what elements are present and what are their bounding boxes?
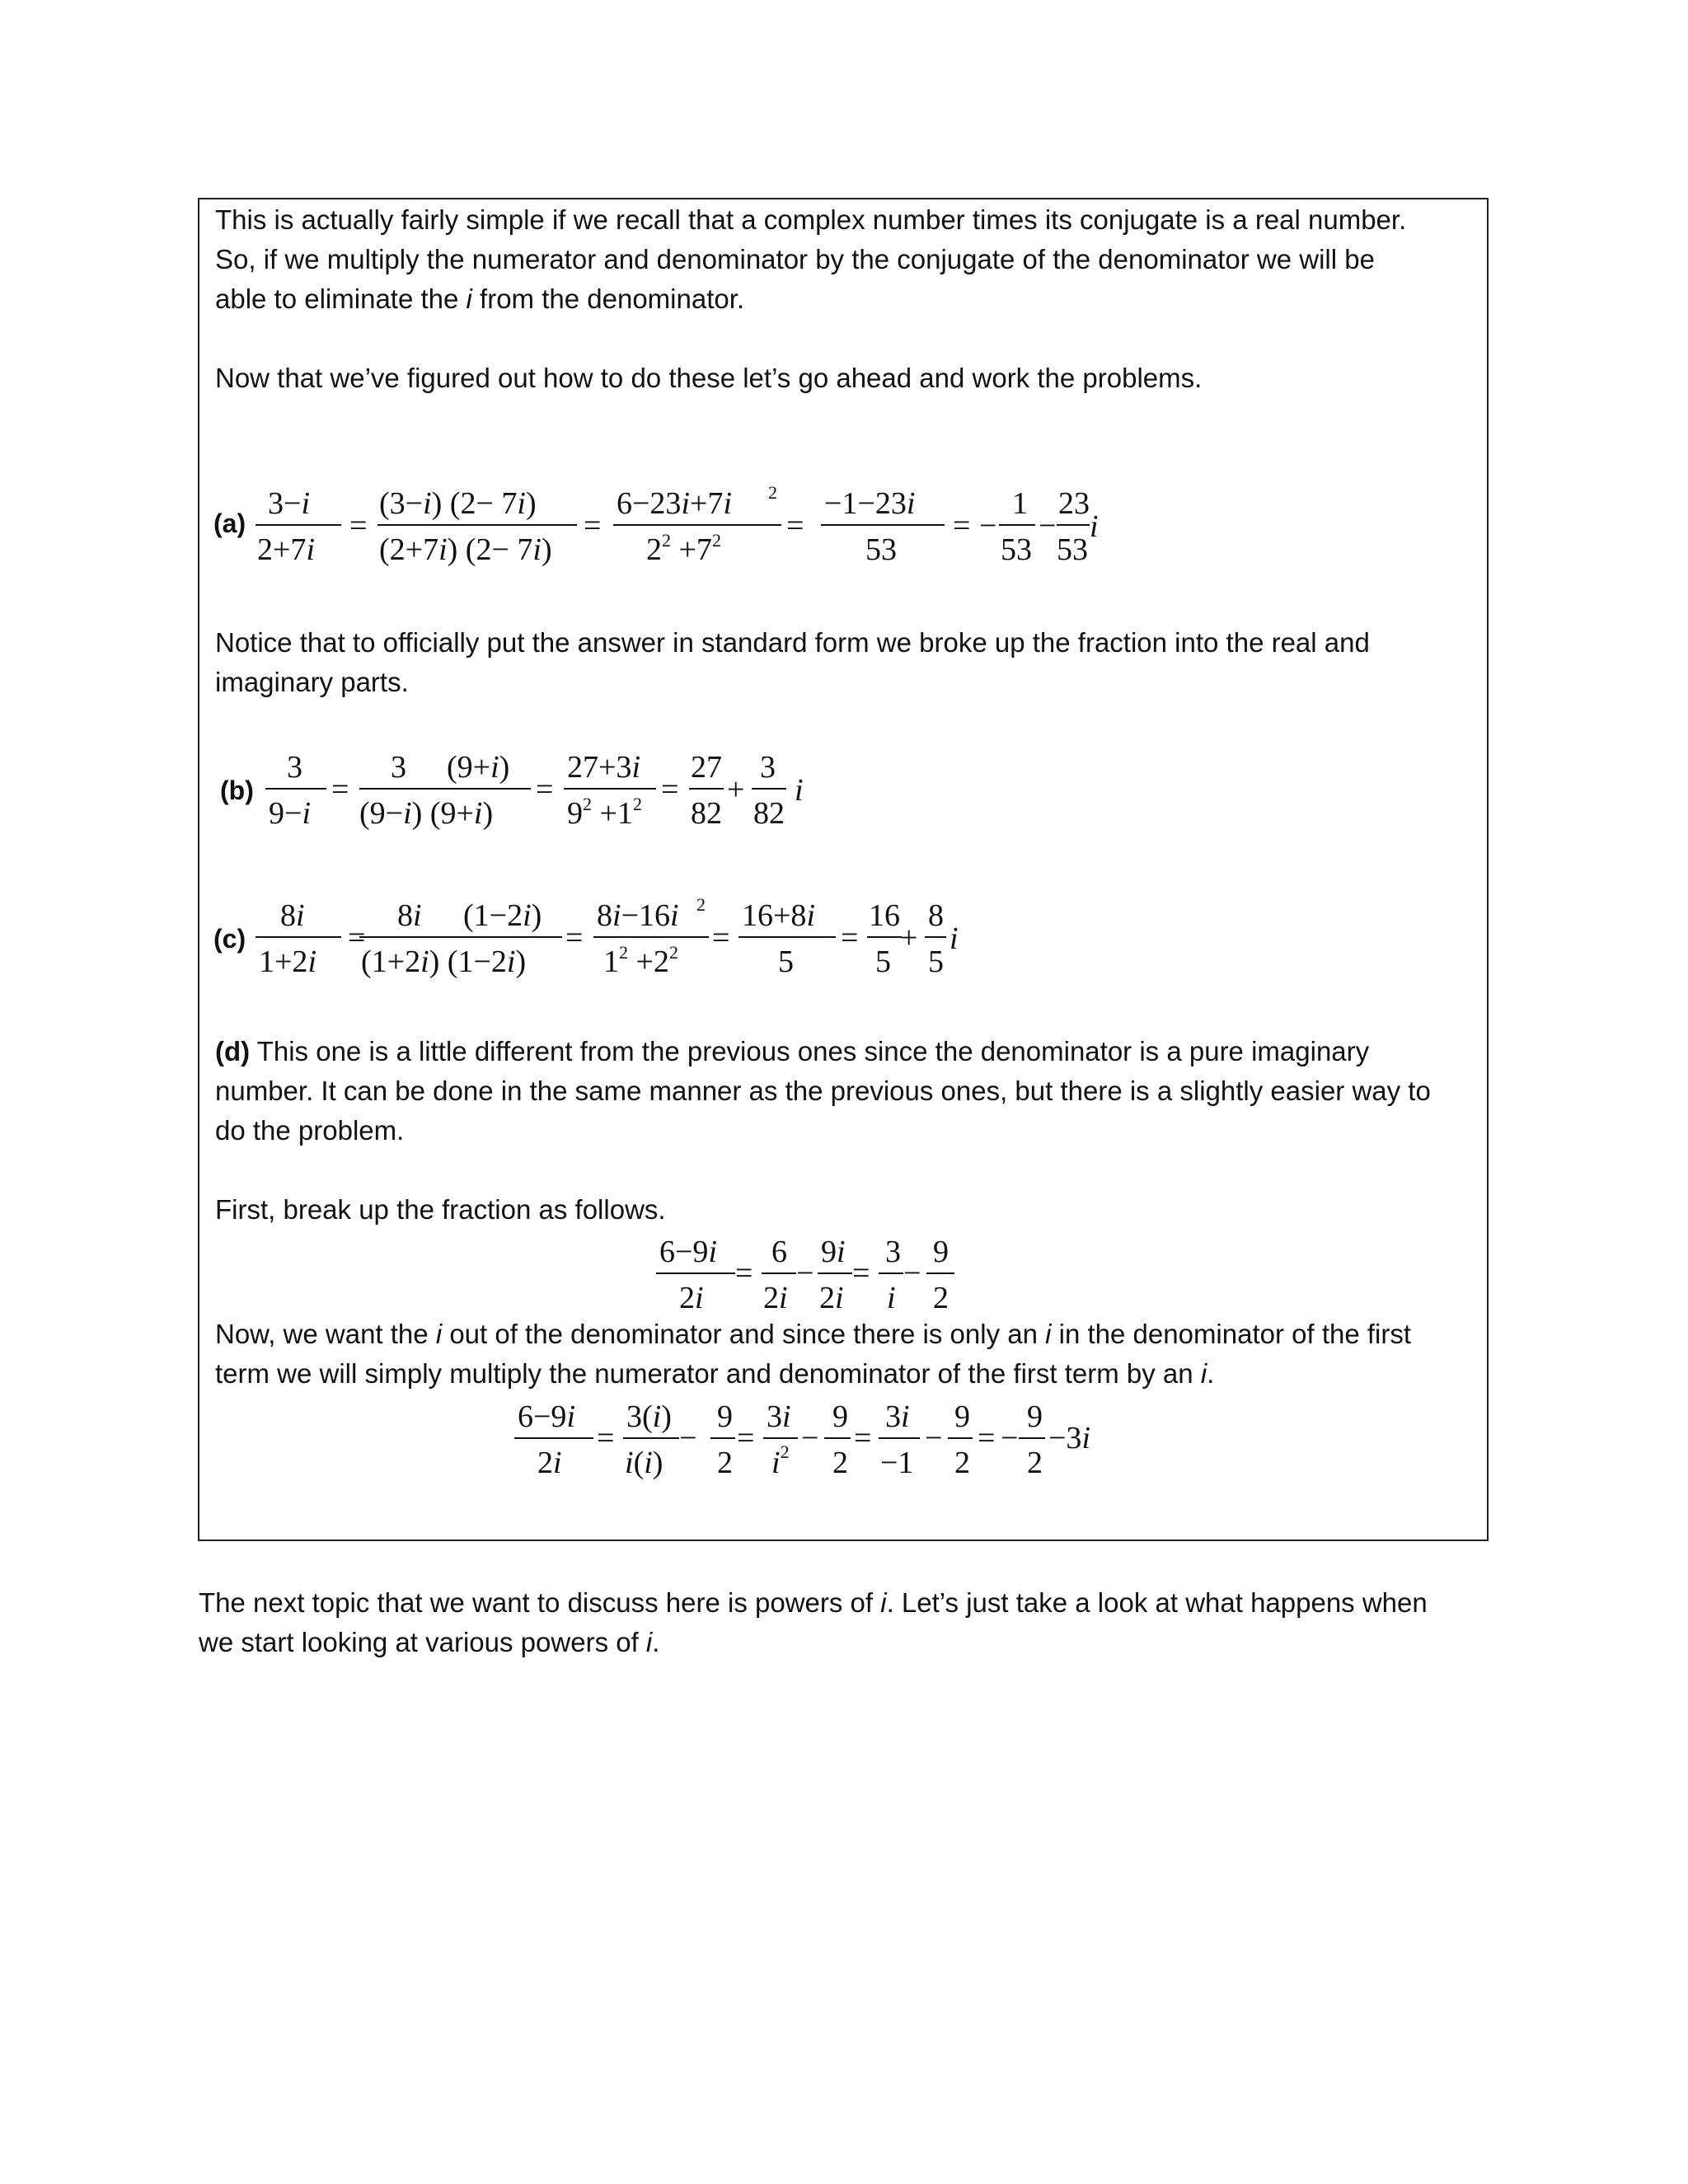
eq-c-eq4: = [841,921,859,955]
eq-d2-frac3-num: 9 [717,1399,733,1434]
after-line-2-end: . [652,1627,660,1657]
eq-c-frac1-num: 8i [280,898,305,933]
eq-a-frac5-den: 53 [1001,532,1032,567]
eq-a-frac1-den: 2+7i [257,532,315,567]
intro-paragraph [215,200,1406,319]
eq-d1-frac1-den: 2i [679,1281,704,1315]
eq-b-frac5-num: 3 [760,750,776,785]
eq-c-eq2: = [565,921,584,955]
eq-d1-eq2: = [852,1256,870,1291]
eq-a-i: i [1090,509,1099,544]
eq-c-frac5-num: 16 [869,898,900,933]
eq-a-frac2-num: (3−i) (2− 7i) [379,486,537,521]
eq-d2-frac4-num: 3i [767,1399,791,1434]
eq-a-frac5-num: 1 [1012,486,1028,521]
after-line-1-start: The next topic that we want to discuss here is powers of [199,1587,881,1618]
notice-paragraph [215,623,1370,702]
intro-line-3-start: able to eliminate the [215,284,467,314]
eq-b-i: i [795,773,804,808]
eq-b-frac2-num: (9+i) [447,750,510,785]
after-line-1 [199,1583,1428,1623]
after-line-1-end: . Let’s just take a look at what happens when [886,1587,1428,1618]
eq-d2-frac2-den: i(i) [625,1446,663,1480]
eq-c-frac3-num: 8i−16i [597,898,679,933]
equation-a [256,482,1099,581]
part-d-line-3: do the problem. [215,1115,405,1146]
eq-d2-frac3-den: 2 [717,1446,733,1480]
eq-b-eq3: = [661,772,679,807]
intro-line-2: So, if we multiply the numerator and denominator by the conjugate of the denominator we will be [215,244,1375,274]
equation-c [256,894,981,993]
eq-a-eq4: = [953,509,971,543]
eq-a-minus2: − [1039,509,1057,543]
eq-d1-frac3-num: 9i [821,1235,846,1269]
eq-d1-minus: − [796,1256,814,1291]
eq-b-eq2: = [536,772,554,807]
eq-a-frac4-num: −1−23i [824,486,916,521]
eq-c-frac4-num: 16+8i [742,898,815,933]
part-d-paragraph [215,1032,1431,1151]
now-line: Now that we’ve figured out how to do these let’s go ahead and work the problems. [215,363,1203,393]
eq-d2-minus2: − [801,1421,819,1455]
eq-a-frac4-den: 53 [865,532,897,567]
eq-b-frac1-num: 3 [287,750,302,785]
eq-a-frac3-num-exp: 2 [768,482,777,503]
eq-a-eq1: = [349,509,368,543]
eq-d2-frac5-den: 2 [832,1446,848,1480]
eq-d2-frac6-num: 3i [885,1399,910,1434]
eq-d2-frac8-num: 9 [1027,1399,1043,1434]
eq-c-frac4-den: 5 [778,944,794,979]
now-want-middle: out of the denominator and since there is only an [442,1319,1046,1349]
eq-d1-frac5-num: 9 [933,1235,949,1269]
notice-line-2: imaginary parts. [215,667,409,697]
eq-a-eq2: = [584,509,602,543]
eq-c-frac2-num-8i: 8i [397,898,422,933]
eq-d2-frac7-num: 9 [954,1399,970,1434]
eq-d2-last: −3i [1048,1421,1090,1455]
label-c: (c) [213,924,246,954]
eq-b-eq1: = [331,772,349,807]
label-a: (a) [213,509,246,538]
eq-b-frac2-den: (9−i) (9+i) [359,796,494,831]
intro-line-3 [215,279,1406,319]
eq-d1-frac1-num: 6−9i [659,1235,717,1269]
now-want-i-2: i [1045,1319,1052,1349]
intro-line-3-i: i [466,284,472,314]
eq-c-frac2-num: (1−2i) [463,898,542,933]
eq-c-i: i [950,921,959,956]
eq-d2-frac6-den: −1 [880,1446,914,1480]
part-d-line-1 [215,1032,1431,1071]
notice-line-1: Notice that to officially put the answer in standard form we broke up the fraction into the real and [215,627,1370,658]
eq-d1-frac3-den: 2i [819,1281,844,1315]
eq-a-frac6-num: 23 [1058,486,1090,521]
eq-d2-frac4-den: $i^2$ [771,1441,790,1480]
eq-d1-frac4-num: 3 [885,1235,901,1269]
eq-d2-eq3: = [854,1421,872,1455]
eq-c-frac3-den: $1^2 +2^2$ [603,942,678,979]
eq-d1-frac4-den: i [887,1281,896,1315]
intro-line-1: This is actually fairly simple if we recall that a complex number times its conjugate is a real number. [215,204,1407,235]
eq-a-frac2-den: (2+7i) (2− 7i) [379,532,552,567]
after-line-2 [199,1623,1428,1662]
after-box-paragraph [199,1583,1428,1662]
now-want-paragraph [215,1315,1411,1394]
eq-d2-frac1-num: 6−9i [518,1399,575,1434]
eq-c-frac6-num: 8 [928,898,944,933]
eq-b-frac5-den: 82 [753,796,785,831]
eq-a-frac3-num: 6−23i+7i [617,486,732,521]
term-line [215,1354,1411,1394]
eq-b-plus: + [727,772,745,807]
eq-c-frac1-den: 1+2i [259,944,316,979]
equation-d-final [514,1397,1108,1496]
eq-d1-frac2-den: 2i [763,1281,788,1315]
eq-b-frac3-den: $9^2 +1^2$ [567,794,642,831]
eq-b-frac3-num: 27+3i [567,750,640,785]
eq-d1-minus2: − [903,1256,921,1291]
eq-c-frac2-den: (1+2i) (1−2i) [361,944,527,979]
eq-d2-frac7-den: 2 [954,1446,970,1480]
part-d-line-1-text: This one is a little different from the previous ones since the denominator is a pure imaginary [250,1036,1370,1066]
eq-a-frac6-den: 53 [1057,532,1088,567]
eq-a-eq3: = [786,509,804,543]
eq-c-frac5-den: 5 [875,944,891,979]
eq-c-plus: + [900,921,918,955]
now-want-start: Now, we want the [215,1319,436,1349]
eq-b-frac2-num-3: 3 [391,750,406,785]
eq-d1-frac5-den: 2 [933,1281,949,1315]
eq-c-eq1: = [348,921,366,955]
eq-b-frac4-den: 82 [691,796,722,831]
eq-d1-eq1: = [735,1256,753,1291]
eq-a-minus1: − [979,509,997,543]
equation-b [265,746,842,845]
intro-line-3-end: from the denominator. [471,284,745,314]
after-line-2-start: we start looking at various powers of [199,1627,646,1657]
eq-d2-minus3: − [925,1421,943,1455]
eq-d2-frac2-num: 3(i) [626,1399,672,1434]
now-want-end: in the denominator of the first [1051,1319,1412,1349]
eq-d2-frac1-den: 2i [537,1446,562,1480]
eq-c-frac3-num-exp: 2 [696,894,706,915]
eq-b-frac4-num: 27 [691,750,722,785]
term-line-start: term we will simply multiply the numerator and denominator of the first term by an [215,1358,1201,1389]
after-line-2-i: i [645,1627,653,1657]
equation-d-split [656,1232,969,1323]
label-d: (d) [215,1036,251,1066]
term-line-i: i [1200,1358,1207,1389]
now-want-i-1: i [435,1319,443,1349]
eq-d2-frac8-den: 2 [1027,1446,1043,1480]
eq-a-frac1-num: 3−i [268,486,310,521]
part-d-line-2: number. It can be done in the same manner as the previous ones, but there is a slightly easier way to [215,1076,1431,1106]
eq-b-frac1-den: 9−i [269,796,311,831]
now-want-line-1 [215,1315,1411,1354]
eq-a-frac3-den: $2^2 +7^2$ [646,530,721,567]
after-line-1-i: i [880,1587,887,1618]
eq-d2-eq1: = [597,1421,615,1455]
eq-d2-minus1: − [679,1421,697,1455]
eq-d2-eq4: = [978,1421,996,1455]
eq-d2-frac5-num: 9 [832,1399,848,1434]
eq-c-eq3: = [712,921,730,955]
eq-d2-minus4: − [1001,1421,1019,1455]
eq-c-frac6-den: 5 [928,944,944,979]
eq-d1-frac2-num: 6 [771,1235,787,1269]
first-break-line: First, break up the fraction as follows. [215,1194,666,1225]
eq-d2-eq2: = [737,1421,755,1455]
term-line-end: . [1207,1358,1215,1389]
label-b: (b) [220,776,254,805]
